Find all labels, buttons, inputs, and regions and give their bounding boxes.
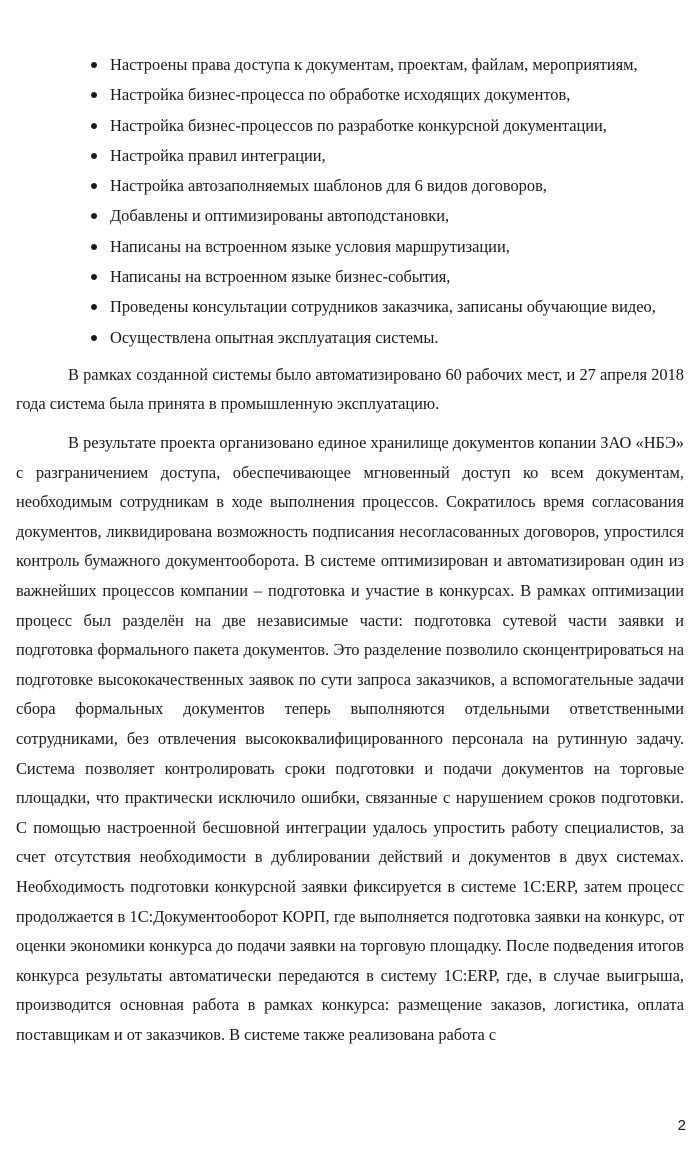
- page-number: 2: [677, 1117, 686, 1134]
- bullet-list: [88, 50, 688, 353]
- bullet-icon: [91, 62, 97, 68]
- list-item: [88, 111, 688, 141]
- list-item-text: Написаны на встроенном языке условия маршрутизации,: [110, 236, 510, 256]
- list-item: [88, 292, 688, 322]
- list-item: [88, 262, 688, 292]
- list-item-text: Настройка автозаполняемых шаблонов для 6 видов договоров,: [110, 176, 547, 196]
- bullet-icon: [91, 335, 97, 341]
- list-item-text: Настройка правил интеграции,: [110, 145, 326, 165]
- bullet-icon: [91, 304, 97, 310]
- list-item: [88, 141, 688, 171]
- bullet-icon: [91, 213, 97, 219]
- list-item-text: Настройка бизнес-процесса по обработке исходящих документов,: [110, 85, 571, 105]
- list-item-text: Проведены консультации сотрудников заказчика, записаны обучающие видео,: [110, 297, 656, 317]
- list-item-text: Осуществлена опытная эксплуатация системы.: [110, 327, 439, 347]
- list-item: [88, 171, 688, 201]
- list-item: [88, 232, 688, 262]
- list-item: [88, 201, 688, 231]
- bullet-icon: [91, 274, 97, 280]
- list-item: [88, 323, 688, 353]
- bullet-icon: [91, 244, 97, 250]
- paragraph-summary: В рамках созданной системы было автоматизировано 60 рабочих мест, и 27 апреля 2018 года система была принята в промышленную эксплуатацию.: [16, 365, 684, 414]
- bullet-icon: [91, 153, 97, 159]
- bullet-icon: [91, 92, 97, 98]
- bullet-icon: [91, 123, 97, 129]
- list-item-text: Написаны на встроенном языке бизнес-события,: [110, 267, 451, 287]
- list-item: [88, 80, 688, 110]
- list-item-text: Добавлены и оптимизированы автоподстановки,: [110, 206, 450, 226]
- bullet-icon: [91, 183, 97, 189]
- list-item: [88, 50, 688, 80]
- list-item-text: Настройка бизнес-процессов по разработке конкурсной документации,: [110, 115, 607, 135]
- list-item-text: Настроены права доступа к документам, проектам, файлам, мероприятиям,: [110, 55, 638, 74]
- paragraph-results: В результате проекта организовано единое хранилище документов копании ЗАО «НБЭ» с разграничением доступа, обеспечивающее мгновенный доступ ко всем документам, необходимым сотрудникам в ходе выполнения процессов. Сократилось время согласования документов, ликвидирована возможность подписания несогласованных договоров, упростился контроль бумажного документооборота. В системе оптимизирован и автоматизирован один из важнейших процессов компании – подготовка и участие в конкурсах. В рамках оптимизации процесс был разделён на две независимые части: подготовка сутевой части заявки и подготовка формального пакета документов. Это разделение позволило сконцентрироваться на подготовке высококачественных заявок по сути запроса заказчиков, а вспомогательные задачи сбора формальных документов теперь выполняются отдельными ответственными сотрудниками, без отвлечения высококвалифицированного персонала на рутинную задачу. Система позволяет контролировать сроки подготовки и подачи документов на торговые площадки, что практически исключило ошибки, связанные с нарушением сроков подготовки. С помощью настроенной бесшовной интеграции удалось упростить работу специалистов, за счет отсутствия необходимости в дублировании действий и документов в двух системах. Необходимость подготовки конкурсной заявки фиксируется в системе 1С:ERP, затем процесс продолжается в 1С:Документооборот КОРП, где выполняется подготовка заявки на конкурс, от оценки экономики конкурса до подачи заявки на торговую площадку. После подведения итогов конкурса результаты автоматически передаются в систему 1С:ERP, где, в случае выигрыша, производится основная работа в рамках конкурса: размещение заказов, логистика, оплата поставщикам и от заказчиков. В системе также реализована работа с: [16, 433, 684, 1044]
